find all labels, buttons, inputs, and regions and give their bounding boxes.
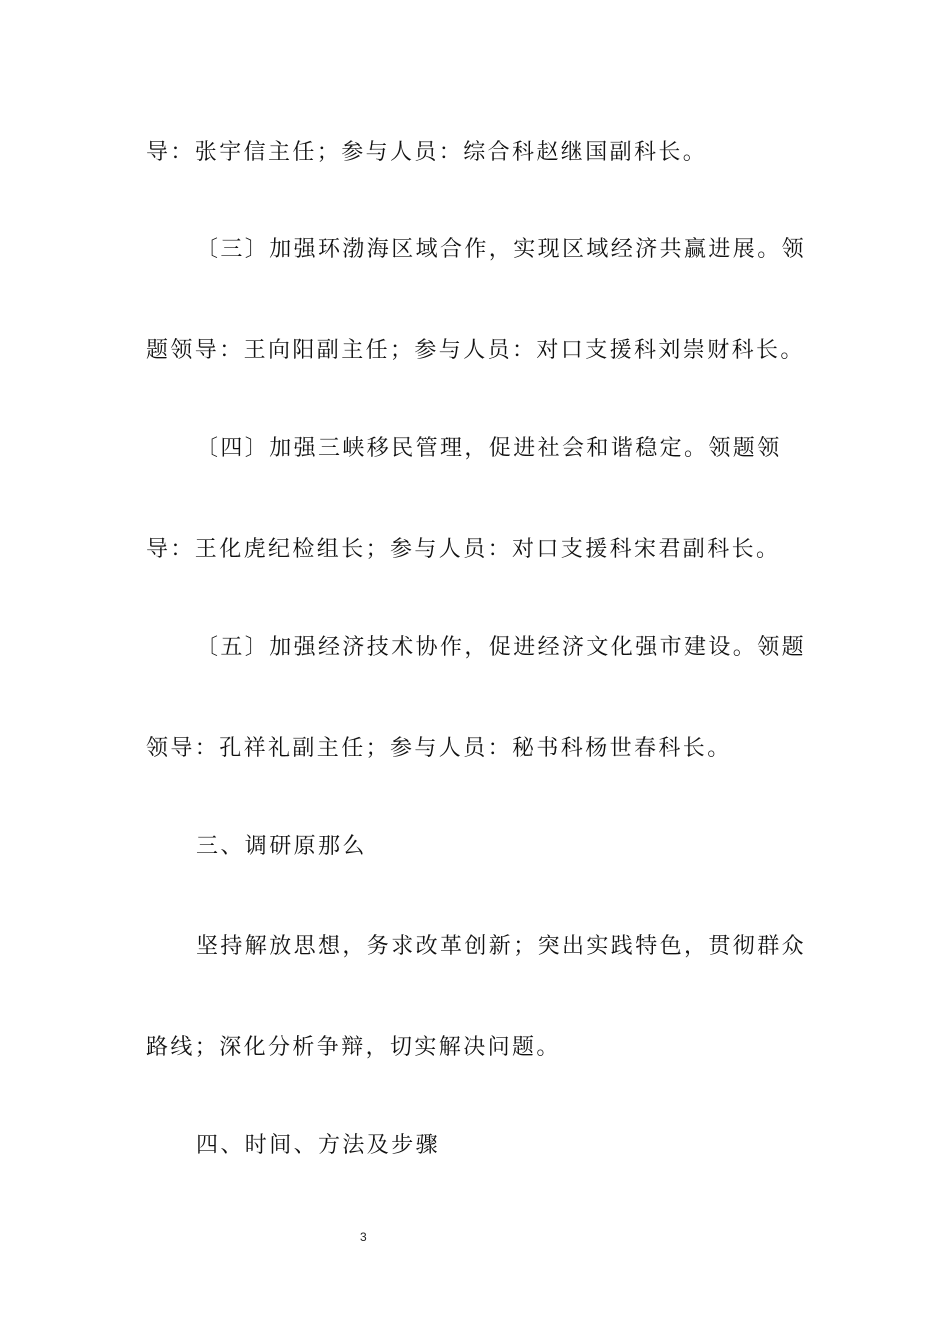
section-item-4: 〔四〕加强三峡移民管理，促进社会和谐稳定。领题领 — [196, 436, 782, 461]
section-heading-4: 四、时间、方法及步骤 — [196, 1133, 441, 1158]
body-text-line: 路线；深化分析争辩，切实解决问题。 — [146, 1035, 561, 1060]
section-item-5: 〔五〕加强经济技术协作，促进经济文化强市建设。领题 — [196, 635, 807, 660]
body-text-line: 领导：孔祥礼副主任；参与人员：秘书科杨世春科长。 — [146, 736, 732, 761]
body-text-line: 坚持解放思想，务求改革创新；突出实践特色，贯彻群众 — [196, 934, 807, 959]
body-text-line: 导：王化虎纪检组长；参与人员：对口支援科宋君副科长。 — [146, 537, 781, 562]
body-text-line: 题领导：王向阳副主任；参与人员：对口支援科刘崇财科长。 — [146, 338, 805, 363]
body-text-line: 导：张宇信主任；参与人员：综合科赵继国副科长。 — [146, 140, 708, 165]
page-number: 3 — [360, 1230, 367, 1244]
section-item-3: 〔三〕加强环渤海区域合作，实现区域经济共赢进展。领 — [196, 237, 807, 262]
section-heading-3: 三、调研原那么 — [196, 834, 367, 859]
